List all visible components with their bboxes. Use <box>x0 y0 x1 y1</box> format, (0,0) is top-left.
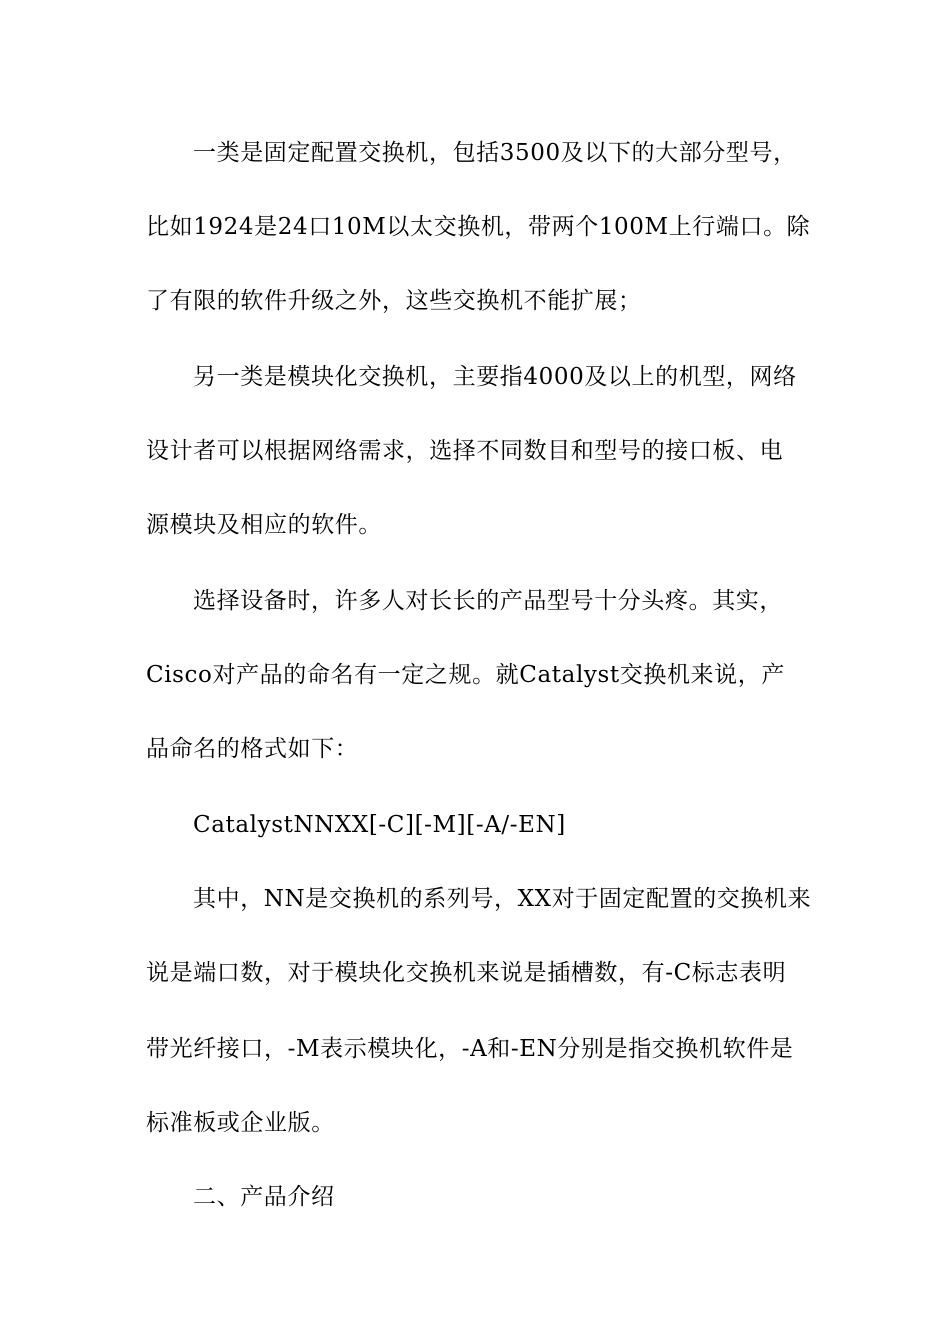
paragraph-format-explain-line-2: 说是端口数，对于模块化交换机来说是插槽数，有-C标志表明 <box>146 960 787 986</box>
paragraph-fixed-switch-line-2: 比如1924是24口10M以太交换机，带两个100M上行端口。除 <box>146 214 811 240</box>
paragraph-modular-switch-line-1: 另一类是模块化交换机，主要指4000及以上的机型，网络 <box>193 364 797 390</box>
paragraph-naming-line-2: Cisco对产品的命名有一定之规。就Catalyst交换机来说，产 <box>146 662 785 688</box>
paragraph-format-explain-line-4: 标准板或企业版。 <box>146 1110 335 1136</box>
section-heading: 二、产品介绍 <box>193 1184 335 1210</box>
paragraph-format-explain-line-3: 带光纤接口，-M表示模块化，-A和-EN分别是指交换机软件是 <box>146 1036 794 1062</box>
paragraph-fixed-switch-line-3: 了有限的软件升级之外，这些交换机不能扩展； <box>146 288 642 314</box>
paragraph-fixed-switch-line-1: 一类是固定配置交换机，包括3500及以下的大部分型号， <box>193 140 797 166</box>
paragraph-format-explain-line-1: 其中，NN是交换机的系列号，XX对于固定配置的交换机来 <box>193 886 812 912</box>
naming-format: CatalystNNXX[-C][-M][-A/-EN] <box>193 812 566 838</box>
paragraph-naming-line-3: 品命名的格式如下： <box>146 736 359 762</box>
paragraph-modular-switch-line-2: 设计者可以根据网络需求，选择不同数目和型号的接口板、电 <box>146 438 784 464</box>
paragraph-modular-switch-line-3: 源模块及相应的软件。 <box>146 512 382 538</box>
paragraph-naming-line-1: 选择设备时，许多人对长长的产品型号十分头疼。其实， <box>193 588 783 614</box>
